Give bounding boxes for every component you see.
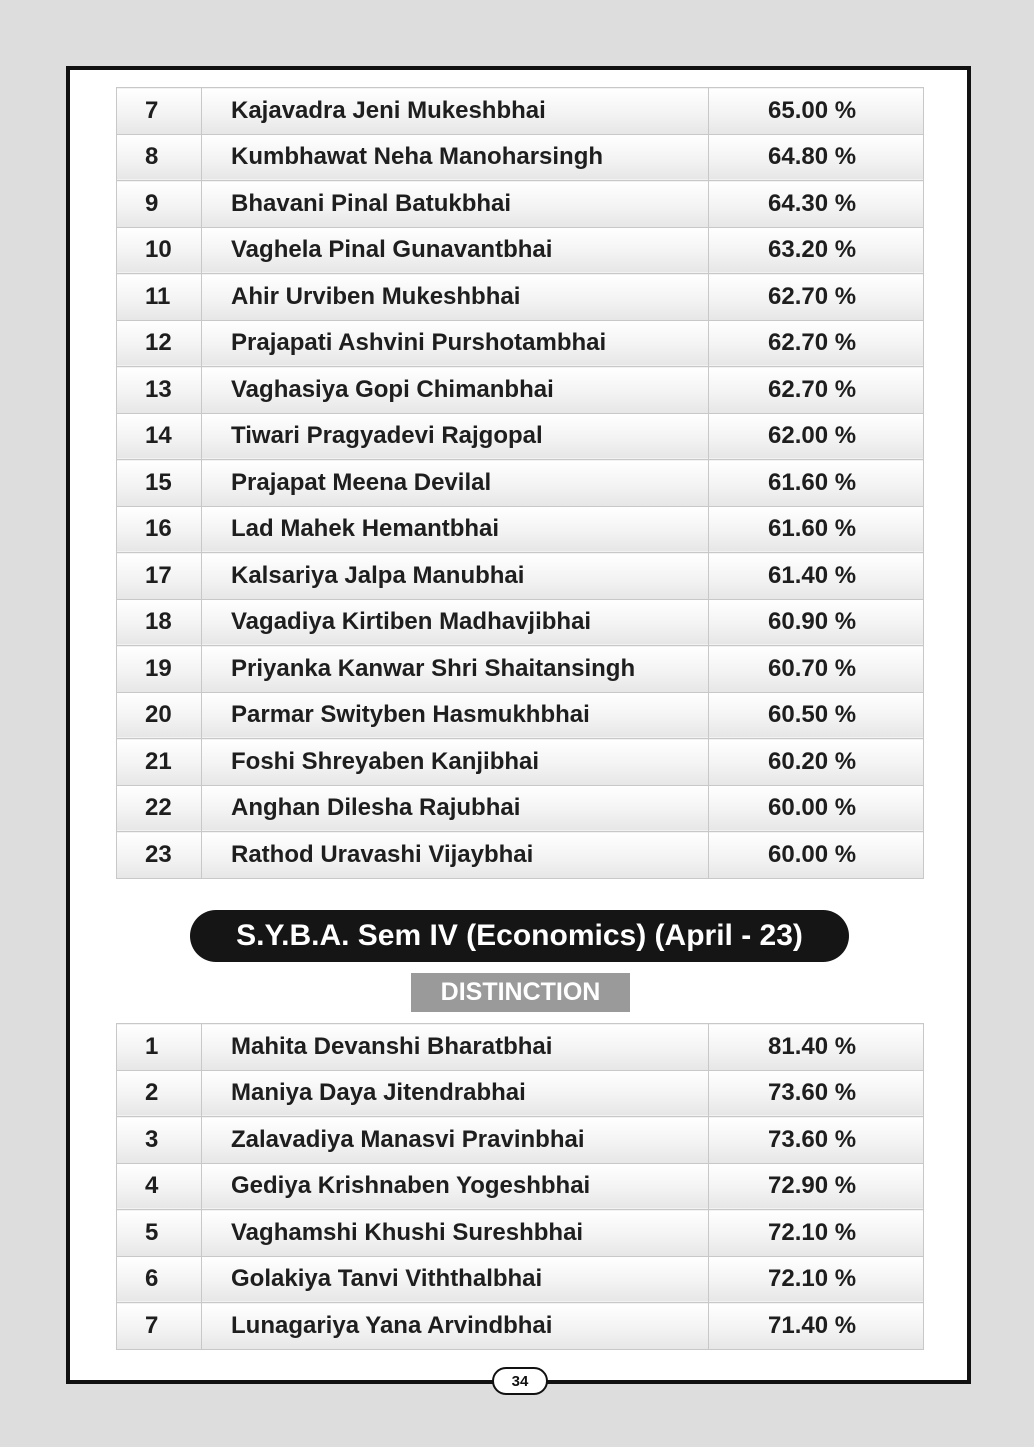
serial-number-cell: 13 <box>117 367 202 414</box>
results-table-bottom-body <box>117 1024 924 1350</box>
percentage-cell: 73.60 % <box>709 1070 924 1117</box>
student-name-cell: Maniya Daya Jitendrabhai <box>202 1070 709 1117</box>
student-name-cell: Golakiya Tanvi Viththalbhai <box>202 1256 709 1303</box>
student-name-cell: Priyanka Kanwar Shri Shaitansingh <box>202 646 709 693</box>
serial-number-cell: 2 <box>117 1070 202 1117</box>
percentage-cell: 62.70 % <box>709 367 924 414</box>
percentage-cell: 73.60 % <box>709 1117 924 1164</box>
table-row <box>117 1163 924 1210</box>
percentage-cell: 61.60 % <box>709 460 924 507</box>
percentage-cell: 60.00 % <box>709 832 924 879</box>
table-row <box>117 88 924 135</box>
student-name-cell: Mahita Devanshi Bharatbhai <box>202 1024 709 1071</box>
table-row <box>117 413 924 460</box>
student-name-cell: Vaghasiya Gopi Chimanbhai <box>202 367 709 414</box>
results-table-top-body <box>117 88 924 879</box>
serial-number-cell: 18 <box>117 599 202 646</box>
table-row <box>117 832 924 879</box>
table-row <box>117 692 924 739</box>
percentage-cell: 60.50 % <box>709 692 924 739</box>
percentage-cell: 60.20 % <box>709 739 924 786</box>
serial-number-cell: 9 <box>117 181 202 228</box>
table-row <box>117 1024 924 1071</box>
percentage-cell: 65.00 % <box>709 88 924 135</box>
student-name-cell: Prajapat Meena Devilal <box>202 460 709 507</box>
student-name-cell: Ahir Urviben Mukeshbhai <box>202 274 709 321</box>
serial-number-cell: 10 <box>117 227 202 274</box>
serial-number-cell: 7 <box>117 1303 202 1350</box>
table-row <box>117 1303 924 1350</box>
table-row <box>117 646 924 693</box>
percentage-cell: 60.00 % <box>709 785 924 832</box>
results-table-bottom <box>116 1023 924 1350</box>
student-name-cell: Lad Mahek Hemantbhai <box>202 506 709 553</box>
table-row <box>117 599 924 646</box>
student-name-cell: Parmar Swityben Hasmukhbhai <box>202 692 709 739</box>
table-row <box>117 739 924 786</box>
serial-number-cell: 15 <box>117 460 202 507</box>
student-name-cell: Rathod Uravashi Vijaybhai <box>202 832 709 879</box>
page <box>66 66 971 1390</box>
serial-number-cell: 5 <box>117 1210 202 1257</box>
table-row <box>117 320 924 367</box>
serial-number-cell: 3 <box>117 1117 202 1164</box>
serial-number-cell: 1 <box>117 1024 202 1071</box>
table-row <box>117 1070 924 1117</box>
table-row <box>117 181 924 228</box>
serial-number-cell: 8 <box>117 134 202 181</box>
student-name-cell: Vaghela Pinal Gunavantbhai <box>202 227 709 274</box>
serial-number-cell: 6 <box>117 1256 202 1303</box>
table-row <box>117 274 924 321</box>
serial-number-cell: 11 <box>117 274 202 321</box>
percentage-cell: 62.70 % <box>709 274 924 321</box>
percentage-cell: 61.60 % <box>709 506 924 553</box>
serial-number-cell: 4 <box>117 1163 202 1210</box>
student-name-cell: Vagadiya Kirtiben Madhavjibhai <box>202 599 709 646</box>
serial-number-cell: 23 <box>117 832 202 879</box>
student-name-cell: Kumbhawat Neha Manoharsingh <box>202 134 709 181</box>
serial-number-cell: 14 <box>117 413 202 460</box>
percentage-cell: 72.90 % <box>709 1163 924 1210</box>
student-name-cell: Foshi Shreyaben Kanjibhai <box>202 739 709 786</box>
percentage-cell: 62.70 % <box>709 320 924 367</box>
serial-number-cell: 17 <box>117 553 202 600</box>
serial-number-cell: 20 <box>117 692 202 739</box>
student-name-cell: Anghan Dilesha Rajubhai <box>202 785 709 832</box>
table-row <box>117 1210 924 1257</box>
percentage-cell: 81.40 % <box>709 1024 924 1071</box>
student-name-cell: Prajapati Ashvini Purshotambhai <box>202 320 709 367</box>
table-row <box>117 134 924 181</box>
student-name-cell: Gediya Krishnaben Yogeshbhai <box>202 1163 709 1210</box>
percentage-cell: 72.10 % <box>709 1210 924 1257</box>
percentage-cell: 72.10 % <box>709 1256 924 1303</box>
results-table-top <box>116 87 924 879</box>
table-row <box>117 367 924 414</box>
serial-number-cell: 12 <box>117 320 202 367</box>
serial-number-cell: 16 <box>117 506 202 553</box>
table-row <box>117 506 924 553</box>
table-row <box>117 553 924 600</box>
percentage-cell: 63.20 % <box>709 227 924 274</box>
table-row <box>117 460 924 507</box>
student-name-cell: Lunagariya Yana Arvindbhai <box>202 1303 709 1350</box>
student-name-cell: Zalavadiya Manasvi Pravinbhai <box>202 1117 709 1164</box>
student-name-cell: Vaghamshi Khushi Sureshbhai <box>202 1210 709 1257</box>
student-name-cell: Tiwari Pragyadevi Rajgopal <box>202 413 709 460</box>
student-name-cell: Bhavani Pinal Batukbhai <box>202 181 709 228</box>
serial-number-cell: 7 <box>117 88 202 135</box>
table-row <box>117 1256 924 1303</box>
table-row <box>117 785 924 832</box>
percentage-cell: 60.70 % <box>709 646 924 693</box>
section-title: S.Y.B.A. Sem IV (Economics) (April - 23) <box>190 910 849 962</box>
serial-number-cell: 22 <box>117 785 202 832</box>
page-number: 34 <box>492 1367 548 1395</box>
percentage-cell: 60.90 % <box>709 599 924 646</box>
percentage-cell: 61.40 % <box>709 553 924 600</box>
percentage-cell: 64.80 % <box>709 134 924 181</box>
student-name-cell: Kalsariya Jalpa Manubhai <box>202 553 709 600</box>
table-row <box>117 1117 924 1164</box>
serial-number-cell: 21 <box>117 739 202 786</box>
table-row <box>117 227 924 274</box>
percentage-cell: 62.00 % <box>709 413 924 460</box>
serial-number-cell: 19 <box>117 646 202 693</box>
percentage-cell: 64.30 % <box>709 181 924 228</box>
percentage-cell: 71.40 % <box>709 1303 924 1350</box>
student-name-cell: Kajavadra Jeni Mukeshbhai <box>202 88 709 135</box>
category-label: DISTINCTION <box>411 973 630 1012</box>
